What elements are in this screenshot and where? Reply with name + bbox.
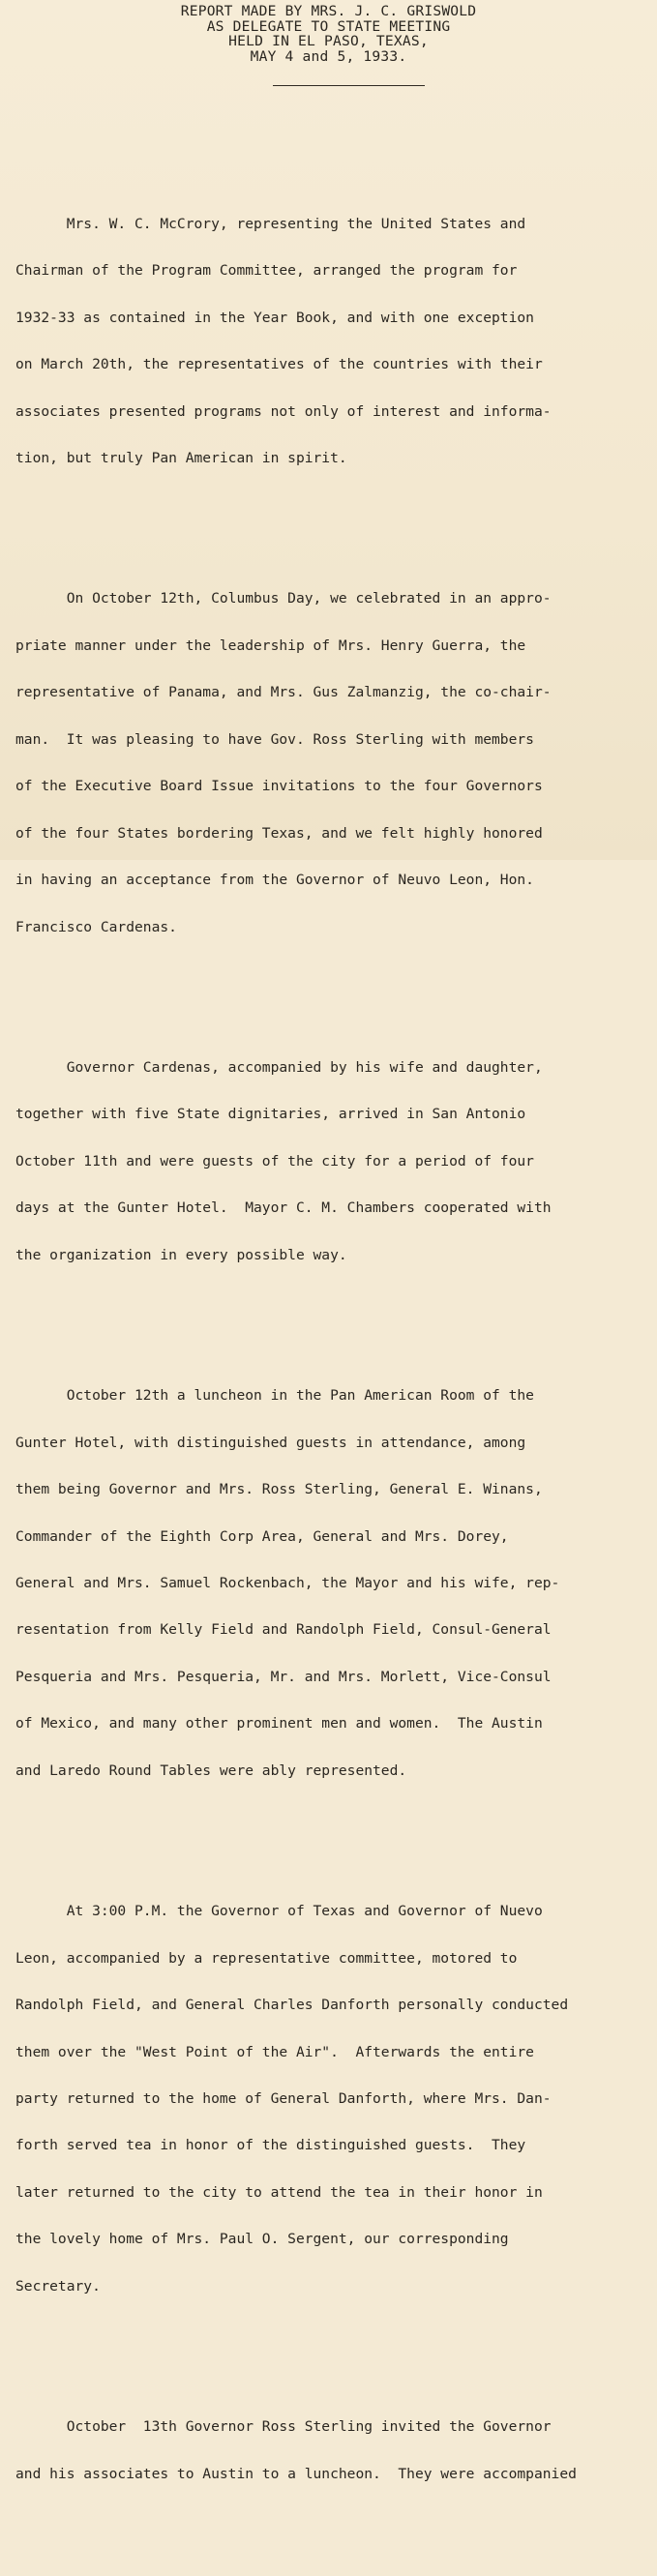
report-body — [15, 138, 654, 2576]
text-line: them being Governor and Mrs. Ross Sterling, General E. Winans, — [15, 1481, 543, 1498]
heading-underline — [273, 85, 425, 86]
heading-line: MAY 4 and 5, 1933. — [250, 47, 407, 65]
text-line: later returned to the city to attend the tea in their honor in — [15, 2183, 543, 2201]
text-line: resentation from Kelly Field and Randolph Field, Consul-General — [15, 1621, 552, 1639]
text-line: in having an acceptance from the Governor of Neuvo Leon, Hon. — [15, 872, 534, 889]
heading-line: HELD IN EL PASO, TEXAS, — [228, 33, 429, 50]
paragraph-governor-cardenas — [15, 1029, 654, 1295]
text-line: Chairman of the Program Committee, arranged the program for — [15, 262, 518, 280]
text-line: the lovely home of Mrs. Paul O. Sergent, our corresponding — [15, 2231, 509, 2248]
text-line: At 3:00 P.M. the Governor of Texas and Governor of Nuevo — [15, 1903, 543, 1920]
text-line: October 11th and were guests of the city for a period of four — [15, 1152, 534, 1170]
text-line: together with five State dignitaries, arrived in San Antonio — [15, 1106, 526, 1123]
text-line: On October 12th, Columbus Day, we celebrated in an appro- — [15, 590, 552, 607]
text-line: Randolph Field, and General Charles Danforth personally conducted — [15, 1997, 569, 2014]
text-line: associates presented programs not only of interest and informa- — [15, 402, 552, 420]
text-line: General and Mrs. Samuel Rockenbach, the Mayor and his wife, rep- — [15, 1574, 560, 1591]
text-line: days at the Gunter Hotel. Mayor C. M. Chambers cooperated with — [15, 1199, 552, 1217]
text-line: Pesqueria and Mrs. Pesqueria, Mr. and Mrs. Morlett, Vice-Consul — [15, 1668, 552, 1685]
paragraph-randolph-field — [15, 1873, 654, 2325]
paragraph-luncheon — [15, 1357, 654, 1810]
text-line: Mrs. W. C. McCrory, representing the United States and — [15, 215, 526, 232]
text-line: Governor Cardenas, accompanied by his wife and daughter, — [15, 1058, 543, 1076]
text-line: man. It was pleasing to have Gov. Ross Sterling with members — [15, 730, 534, 748]
text-line: forth served tea in honor of the distinguished guests. They — [15, 2137, 526, 2154]
text-line: of the Executive Board Issue invitations to the four Governors — [15, 778, 543, 795]
text-line: of the four States bordering Texas, and we felt highly honored — [15, 824, 543, 842]
text-line: Secretary. — [15, 2277, 101, 2295]
heading-line: AS DELEGATE TO STATE MEETING — [206, 17, 451, 35]
text-line: of Mexico, and many other prominent men and women. The Austin — [15, 1715, 543, 1732]
text-line: October 12th a luncheon in the Pan American Room of the — [15, 1387, 534, 1405]
text-line: Francisco Cardenas. — [15, 918, 177, 935]
text-line: Leon, accompanied by a representative committee, motored to — [15, 1949, 518, 1967]
text-line: Commander of the Eighth Corp Area, General and Mrs. Dorey, — [15, 1527, 509, 1545]
text-line: the organization in every possible way. — [15, 1246, 347, 1263]
text-line: October 13th Governor Ross Sterling invited the Governor — [15, 2418, 552, 2436]
text-line: them over the "West Point of the Air". Afterwards the entire — [15, 2043, 534, 2060]
heading-line: REPORT MADE BY MRS. J. C. GRISWOLD — [180, 3, 477, 19]
paragraph-program-committee — [15, 185, 654, 497]
text-line: 1932-33 as contained in the Year Book, and with one exception — [15, 309, 534, 326]
text-line: Gunter Hotel, with distinguished guests in attendance, among — [15, 1434, 526, 1451]
paragraph-austin-luncheon — [15, 2388, 654, 2513]
paragraph-columbus-day — [15, 560, 654, 966]
text-line: priate manner under the leadership of Mrs. Henry Guerra, the — [15, 637, 526, 654]
text-line: party returned to the home of General Danforth, where Mrs. Dan- — [15, 2089, 552, 2107]
text-line: representative of Panama, and Mrs. Gus Zalmanzig, the co-chair- — [15, 684, 552, 701]
report-heading — [0, 4, 657, 64]
text-line: and his associates to Austin to a luncheon. They were accompanied — [15, 2465, 577, 2482]
text-line: and Laredo Round Tables were ably represented. — [15, 1762, 407, 1779]
text-line: tion, but truly Pan American in spirit. — [15, 450, 347, 467]
text-line: on March 20th, the representatives of the countries with their — [15, 356, 543, 373]
